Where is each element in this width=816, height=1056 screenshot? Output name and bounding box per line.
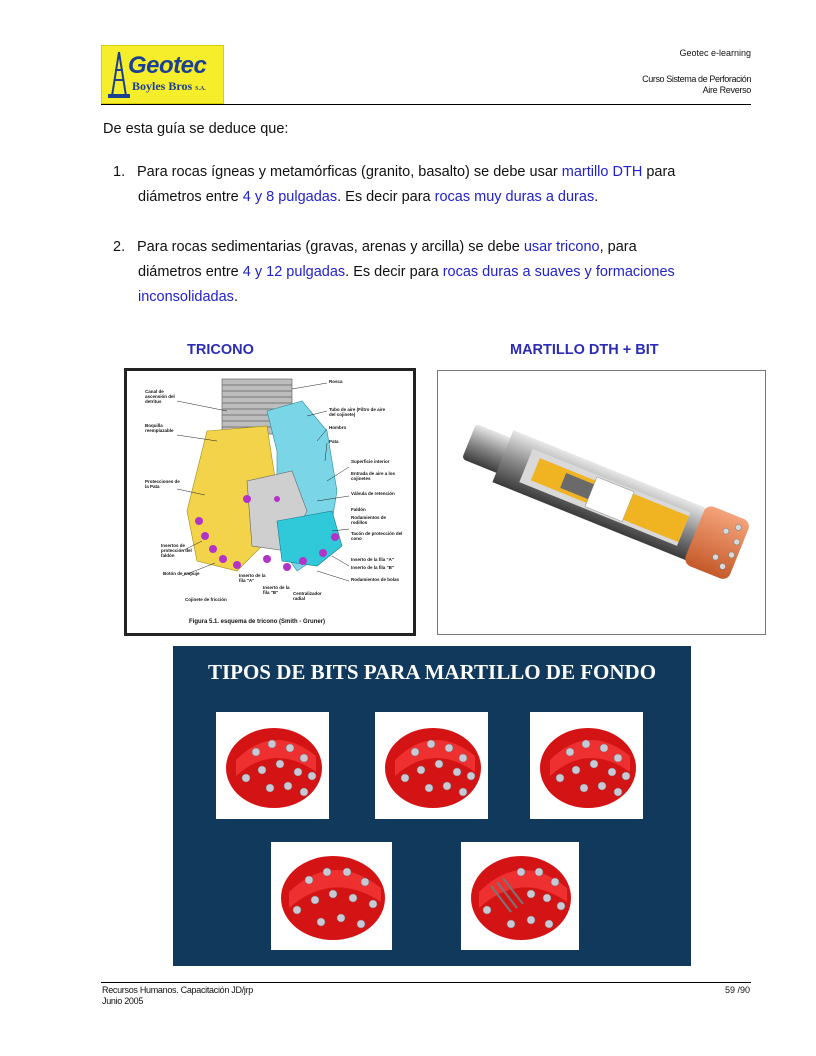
tri-label-bottom-1: Inserto de la fila "A" [239, 573, 266, 583]
tri-label-left-5: Botón de empuje [163, 571, 200, 576]
company-logo [101, 45, 224, 104]
tri-label-right-11: Inserto de la fila "A" [351, 557, 395, 562]
bit-image-5 [461, 842, 579, 950]
tri-label-right-12: Inserto de la fila "B" [351, 565, 395, 570]
dth-hammer-image [437, 370, 766, 635]
tri-label-right-4: Pata [329, 439, 339, 444]
tri-label-left-4: Insertos de protección del faldón [161, 543, 192, 558]
tri-label-right-13: Rodamientos de bolas [351, 577, 400, 582]
tri-label-left-2: Boquilla reemplazable [145, 423, 174, 433]
footer-rule [101, 982, 751, 983]
header-course-topic: Aire Reverso [702, 85, 751, 95]
tri-label-right-3: Hombro [329, 425, 347, 430]
tri-label-left-3: Protecciones de la Pata [145, 479, 180, 489]
tri-label-bottom-2: Inserto de la fila "B" [263, 585, 290, 595]
tricono-diagram [124, 368, 416, 636]
footer-department: Recursos Humanos. Capacitación JD/jrp [102, 985, 253, 995]
tricono-caption: TRICONO [187, 342, 254, 358]
logo-subtitle: Boyles Bros S.A. [132, 79, 206, 93]
dth-bit-icon [375, 712, 488, 819]
tri-label-right-1: Rosca [329, 379, 343, 384]
tricono-figure-caption: Figura 5.1. esquema de tricono (Smith - Gruner) [189, 619, 326, 625]
header-rule [101, 104, 751, 105]
tri-label-right-10: Tacón de protección del cono [351, 531, 403, 541]
bit-image-1 [216, 712, 329, 819]
dth-bit-icon [461, 842, 579, 950]
dth-bit-icon [530, 712, 643, 819]
lead-sentence: De esta guía se deduce que: [103, 121, 289, 137]
bit-image-2 [375, 712, 488, 819]
list-item-2: 2. Para rocas sedimentarias (gravas, arenas y arcilla) se debe usar tricono, para diámetros entre 4 y 12 pulgadas. Es decir para rocas duras a suaves y formaciones inconsolidadas. [113, 239, 675, 305]
logo-name: Geotec [128, 52, 207, 79]
tri-label-right-9: Rodamientos de rodillos [351, 515, 387, 525]
bit-image-3 [530, 712, 643, 819]
dth-caption: MARTILLO DTH + BIT [510, 342, 659, 358]
dth-hammer-illustration [438, 371, 765, 634]
tri-label-bottom-3: Centralizador radial [293, 591, 322, 601]
header-course-platform: Geotec e-learning [679, 48, 751, 58]
bit-types-panel [173, 646, 691, 966]
bit-image-4 [271, 842, 392, 950]
bit-types-title: TIPOS DE BITS PARA MARTILLO DE FONDO [207, 660, 657, 684]
header-course-name: Curso Sistema de Perforación [642, 74, 751, 84]
tri-label-left-1: Canal de ascensión del detritus [145, 389, 175, 404]
dth-bit-icon [271, 842, 392, 950]
tri-label-right-5: Superficie interior [351, 459, 390, 464]
footer-date: Junio 2005 [102, 996, 144, 1006]
tri-label-right-2: Tubo de aire (Filtro de aire del cojinete) [329, 407, 386, 417]
tri-label-right-7: Válvula de retención [351, 491, 395, 496]
list-item-1: 1. Para rocas ígneas y metamórficas (granito, basalto) se debe usar martillo DTH para diámetros entre 4 y 8 pulgadas. Es decir para rocas muy duras a duras. [113, 164, 676, 205]
page-number: 59 /90 [724, 985, 750, 995]
tri-label-right-8: Faldón [351, 507, 366, 512]
tri-label-left-6: Cojinete de fricción [185, 597, 227, 602]
tri-label-right-6: Entrada de aire a los cojinetes [351, 471, 396, 481]
dth-bit-icon [216, 712, 329, 819]
footer-left [102, 985, 253, 1007]
